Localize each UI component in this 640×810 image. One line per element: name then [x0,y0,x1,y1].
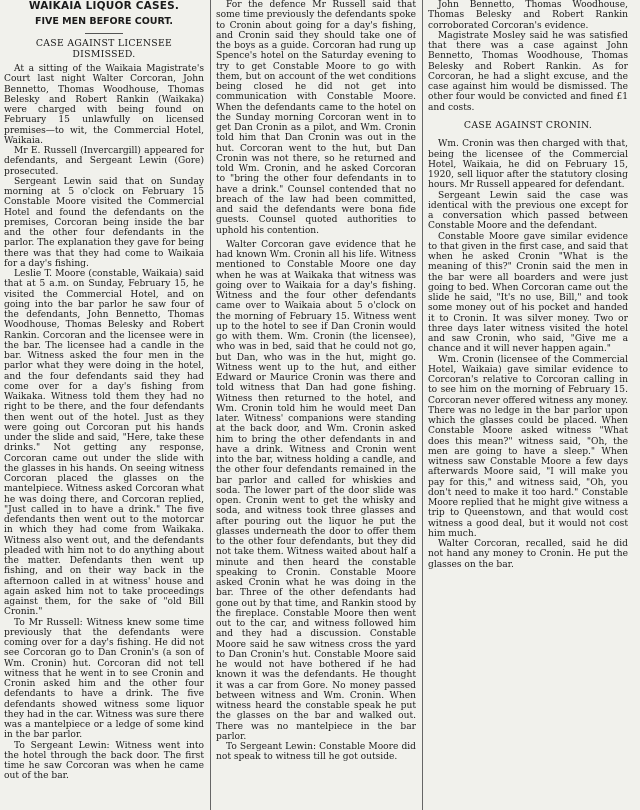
subheadline: FIVE MEN BEFORE COURT. [34,16,174,27]
paragraph: Sergeant Lewin said the case was identical with the previous one except for a conversation which passed between Constable Moore and the defendant. [428,190,628,232]
paragraph: Leslie T. Moore (constable, Waikaia) said that at 5 a.m. on Sunday, February 15, he visited the Commercial Hotel, and on going into the bar parlor he saw four of the defendants, John Bennetto, Thomas Woodhouse, Thomas Belesky and Robert Rankin. Corcoran and the licensee were in the bar. The licensee had a candle in the bar. Witness asked the four men in the parlor what they were doing in the hotel, and the four defendants said they had come over for a day's fishing from Waikaka. Witness told them they had no right to be there, and the four defendants then went out of the hotel. Just as they were going out Corcoran put his hands under the slide and said, "Here, take these drinks." Not getting any response, Corcoran came out under the slide with the glasses in his hands. On seeing witness Corcoran placed the glasses on the mantelpiece. Witness asked Corcoran what he was doing there, and Corcoran replied, "Just called in to have a drink." The five defendants then went out to the motorcar in which they had come from Waikaka. Witness also went out, and the defendants pleaded with him not to do anything about the matter. Defendants then went up fishing, and on their way back in the afternoon called in at witness' house and again asked him not to take proceedings against them, for the sake of "old Bill Cronin." [4,269,204,618]
divider [85,33,123,34]
column-3 [428,0,628,810]
paragraph: For the defence Mr Russell said that some time previously the defendants spoke to Cronin about going for a day's fishing, and Cronin said they should take one of the boys as a guide. Corcoran had rung up Spence's hotel on the Saturday evening to try to get Constable Moore to go with them, but on account of the wet conditions being closed he did not get into communication with Constable Moore. When the defendants came to the hotel on the Sunday morning Corcoran went in to get Dan Cronin as a pilot, and Wm. Cronin told him that Dan Cronin was out in the hut. Corcoran went to the hut, but Dan Cronin was not there, so he returned and told Wm. Cronin, and he asked Corcoran to "bring the other four defendants in to have a drink." Counsel contended that no breach of the law had been committed, and said the defendants were bona fide guests. Counsel quoted authorities to uphold his contention. [216,0,416,236]
paragraph: Walter Corcoran, recalled, said he did not hand any money to Cronin. He put the glasses on the bar. [428,539,628,570]
paragraph: At a sitting of the Waikaia Magistrate's Court last night Walter Corcoran, John Bennetto, Thomas Woodhouse, Thomas Belesky and Robert Rankin (Waikaka) were charged with being found on February 15 unlawfully on licensed premises—to wit, the Commercial Hotel, Waikaia. [4,64,204,146]
headline: WAIKAIA LIQUOR CASES. [28,0,180,12]
paragraph: John Bennetto, Thomas Woodhouse, Thomas Belesky and Robert Rankin corroborated Corcoran's evidence. [428,0,628,31]
paragraph: Sergeant Lewin said that on Sunday morning at 5 o'clock on February 15 Constable Moore visited the Commercial Hotel and found the defendants on the premises, Corcoran being inside the bar and the other four defendants in the parlor. The explanation they gave for being there was that they had come to Waikaia for a day's fishing. [4,176,204,269]
column-1 [4,0,204,810]
paragraph: Mr E. Russell (Invercargill) appeared for defendants, and Sergeant Lewin (Gore) prosecuted. [4,146,204,177]
section-heading-cronin: CASE AGAINST CRONIN. [463,119,593,131]
paragraph: To Mr Russell: Witness knew some time previously that the defendants were coming over for a day's fishing. He did not see Corcoran go to Dan Cronin's (a son of Wm. Cronin) hut. Corcoran did not tell witness that he went in to see Cronin and Cronin asked him and the other four defendants to have a drink. The five defendants showed witness some liquor they had in the car. Witness was sure there was a mantelpiece or a ledge of some kind in the bar parlor. [4,617,204,741]
paragraph: To Sergeant Lewin: Witness went into the hotel through the back door. The first time he saw Corcoran was when he came out of the bar. [4,740,204,782]
paragraph: Magistrate Mosley said he was satisfied that there was a case against John Bennetto, Thomas Woodhouse, Thomas Belesky and Robert Rankin. As for Corcoran, he had a slight excuse, and the case against him would be dismissed. The other four would be convicted and fined £1 and costs. [428,30,628,113]
paragraph: Wm. Cronin (licensee of the Commercial Hotel, Waikaia) gave similar evidence to Corcoran's relative to Corcoran calling in to see him on the morning of February 15. Corcoran never offered witness any money. There was no ledge in the bar parlor upon which the glasses could be placed. When Constable Moore asked witness "What does this mean?" witness said, "Oh, the men are going to have a sleep." When witness saw Constable Moore a few days afterwards Moore said, "I will make you pay for this," and witness said, "Oh, you don't need to make it too hard." Constable Moore replied that he might give witness a trip to Queenstown, and that would cost witness a good deal, but it would not cost him much. [428,354,628,539]
section-heading-licensee: CASE AGAINST LICENSEE DISMISSED. [35,38,173,60]
paragraph: Constable Moore gave similar evidence to that given in the first case, and said that when he asked Cronin "What is the meaning of this?" Cronin said the men in the bar were all boarders and were just going to bed. When Corcoran came out the slide he said, "It's no use, Bill," and took some money out of his pocket and handed it to Cronin. It was silver money. Two or three days later witness visited the hotel and saw Cronin, who said, "Give me a chance and it will never happen again." [428,231,628,355]
paragraph: To Sergeant Lewin: Constable Moore did not speak to witness till he got outside. [216,742,416,763]
column-2 [216,0,416,810]
column-rule [210,0,211,810]
paragraph: Wm. Cronin was then charged with that, being the licensee of the Commercial Hotel, Waikaia, he did on February 15, 1920, sell liquor after the statutory closing hours. Mr Russell appeared for defendant. [428,139,628,191]
paragraph: Walter Corcoran gave evidence that he had known Wm. Cronin all his life. Witness mentioned to Constable Moore one day when he was at Waikaka that witness was going over to Waikaia for a day's fishing. Witness and the four other defendants came over to Waikaia about 5 o'clock on the morning of February 15. Witness went up to the hotel to see if Dan Cronin would go with them. Wm. Cronin (the licensee), who was in bed, said that he could not go, but Dan, who was in the hut, might go. Witness went up to the hut, and either Edward or Maurice Cronin was there and told witness that Dan had gone fishing. Witness then returned to the hotel, and Wm. Cronin told him he would meet Dan later. Witness' companions were standing at the back door, and Wm. Cronin asked him to bring the other defendants in and have a drink. Witness and Cronin went into the bar, witness holding a candle, and the other four defendants remained in the bar parlor and called for whiskies and soda. The lower part of the door slide was open. Cronin went to get the whisky and soda, and witness took three glasses and after pouring out the liquor he put the glasses underneath the door to offer them to the other four defendants, but they did not take them. Witness waited about half a minute and then heard the constable speaking to Cronin. Constable Moore asked Cronin what he was doing in the bar. Three of the other defendants had gone out by that time, and Rankin stood by the fireplace. Constable Moore then went out to the car, and witness followed him and they had a discussion. Constable Moore said he saw witness cross the yard to Dan Cronin's hut. Constable Moore said he would not have bothered if he had known it was the defendants. He thought it was a car from Gore. No money passed between witness and Wm. Cronin. When witness heard the constable speak he put the glasses on the bar and walked out. There was no mantelpiece in the bar parlor. [216,239,416,742]
column-rule [422,0,423,810]
